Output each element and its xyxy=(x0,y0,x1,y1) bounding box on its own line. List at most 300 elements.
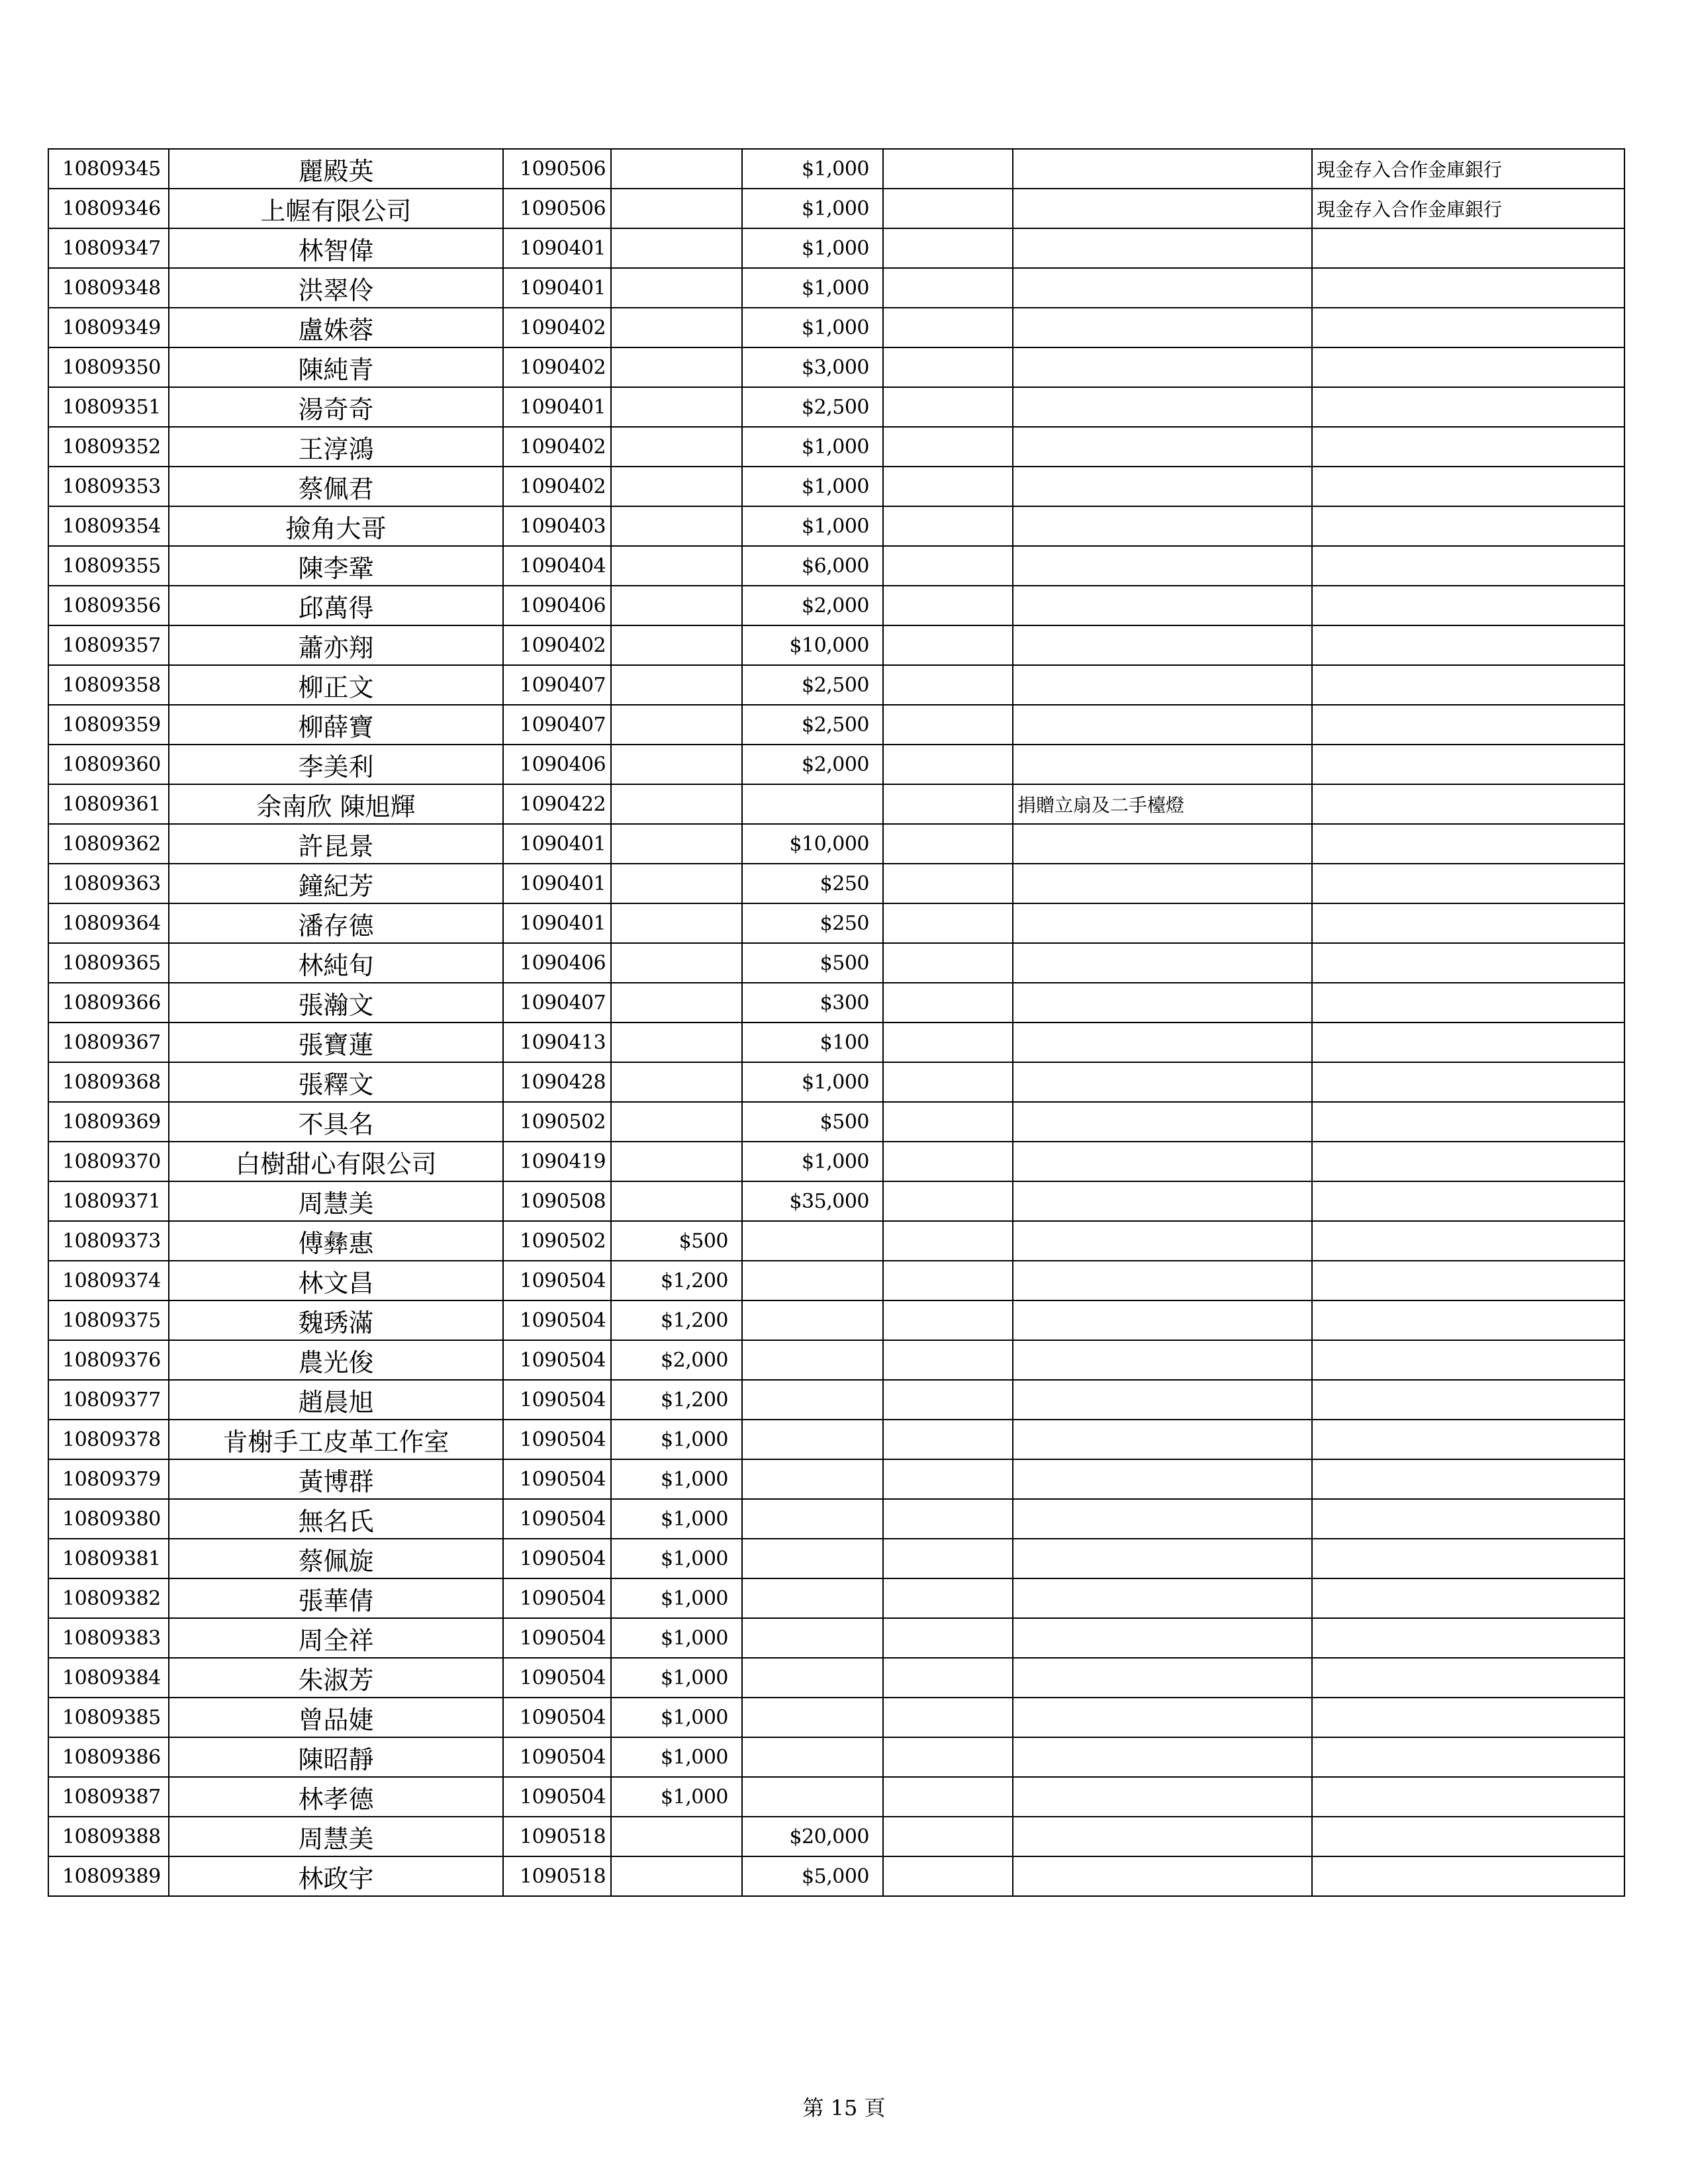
transfer-amount-cell: $3,000 xyxy=(742,347,883,387)
table-row xyxy=(48,1539,1624,1578)
table-row xyxy=(48,705,1624,745)
table-row xyxy=(48,625,1624,665)
in-kind-item-cell xyxy=(1013,347,1312,387)
receipt-number-cell: 10809386 xyxy=(48,1737,169,1777)
donor-name-cell: 無名氏 xyxy=(169,1499,503,1539)
transfer-amount-cell: $1,000 xyxy=(742,228,883,268)
table-row xyxy=(48,347,1624,387)
receipt-number-cell: 10809351 xyxy=(48,387,169,427)
donation-date-cell: 1090401 xyxy=(503,387,611,427)
in-kind-item-cell xyxy=(1013,1578,1312,1618)
donor-name-cell: 黃博群 xyxy=(169,1459,503,1499)
transfer-amount-cell: $300 xyxy=(742,983,883,1023)
table-row xyxy=(48,1181,1624,1221)
other-amount-cell xyxy=(883,506,1013,546)
in-kind-item-cell xyxy=(1013,1221,1312,1261)
remark-cell xyxy=(1312,1300,1624,1340)
cash-amount-cell xyxy=(611,1856,742,1896)
in-kind-item-cell xyxy=(1013,1698,1312,1737)
cash-amount-cell xyxy=(611,546,742,586)
cash-amount-cell: $1,000 xyxy=(611,1777,742,1817)
receipt-number-cell: 10809347 xyxy=(48,228,169,268)
other-amount-cell xyxy=(883,1578,1013,1618)
remark-cell xyxy=(1312,1856,1624,1896)
other-amount-cell xyxy=(883,546,1013,586)
receipt-number-cell: 10809379 xyxy=(48,1459,169,1499)
receipt-number-cell: 10809364 xyxy=(48,903,169,943)
cash-amount-cell xyxy=(611,1142,742,1181)
transfer-amount-cell xyxy=(742,1618,883,1658)
other-amount-cell xyxy=(883,189,1013,228)
cash-amount-cell xyxy=(611,268,742,308)
donation-date-cell: 1090504 xyxy=(503,1539,611,1578)
receipt-number-cell: 10809358 xyxy=(48,665,169,705)
donation-date-cell: 1090401 xyxy=(503,824,611,864)
other-amount-cell xyxy=(883,784,1013,824)
table-row xyxy=(48,1777,1624,1817)
remark-cell xyxy=(1312,1539,1624,1578)
other-amount-cell xyxy=(883,745,1013,784)
receipt-number-cell: 10809354 xyxy=(48,506,169,546)
in-kind-item-cell xyxy=(1013,1300,1312,1340)
remark-cell xyxy=(1312,1658,1624,1698)
other-amount-cell xyxy=(883,1539,1013,1578)
other-amount-cell xyxy=(883,308,1013,347)
donor-name-cell: 不具名 xyxy=(169,1102,503,1142)
donor-name-cell: 潘存德 xyxy=(169,903,503,943)
cash-amount-cell xyxy=(611,506,742,546)
donation-date-cell: 1090506 xyxy=(503,149,611,189)
donor-name-cell: 林政宇 xyxy=(169,1856,503,1896)
cash-amount-cell xyxy=(611,864,742,903)
other-amount-cell xyxy=(883,864,1013,903)
donation-date-cell: 1090504 xyxy=(503,1499,611,1539)
donor-name-cell: 白樹甜心有限公司 xyxy=(169,1142,503,1181)
in-kind-item-cell xyxy=(1013,228,1312,268)
cash-amount-cell: $1,200 xyxy=(611,1300,742,1340)
page-number: 第 15 頁 xyxy=(802,2095,886,2120)
donation-date-cell: 1090504 xyxy=(503,1261,611,1300)
cash-amount-cell xyxy=(611,1062,742,1102)
donation-date-cell: 1090406 xyxy=(503,586,611,625)
donation-date-cell: 1090401 xyxy=(503,864,611,903)
donation-date-cell: 1090428 xyxy=(503,1062,611,1102)
table-row xyxy=(48,1856,1624,1896)
in-kind-item-cell xyxy=(1013,586,1312,625)
other-amount-cell xyxy=(883,983,1013,1023)
remark-cell xyxy=(1312,347,1624,387)
table-row xyxy=(48,1261,1624,1300)
donor-name-cell: 邱萬得 xyxy=(169,586,503,625)
other-amount-cell xyxy=(883,1817,1013,1856)
in-kind-item-cell: 捐贈立扇及二手檯燈 xyxy=(1013,784,1312,824)
receipt-number-cell: 10809367 xyxy=(48,1023,169,1062)
donor-name-cell: 林智偉 xyxy=(169,228,503,268)
cash-amount-cell: $1,000 xyxy=(611,1420,742,1459)
donor-name-cell: 魏琇滿 xyxy=(169,1300,503,1340)
remark-cell xyxy=(1312,1698,1624,1737)
donor-name-cell: 朱淑芳 xyxy=(169,1658,503,1698)
cash-amount-cell xyxy=(611,1102,742,1142)
table-row xyxy=(48,864,1624,903)
remark-cell xyxy=(1312,546,1624,586)
in-kind-item-cell xyxy=(1013,1777,1312,1817)
other-amount-cell xyxy=(883,1737,1013,1777)
donation-date-cell: 1090402 xyxy=(503,308,611,347)
remark-cell xyxy=(1312,784,1624,824)
other-amount-cell xyxy=(883,1023,1013,1062)
other-amount-cell xyxy=(883,1181,1013,1221)
other-amount-cell xyxy=(883,625,1013,665)
in-kind-item-cell xyxy=(1013,1261,1312,1300)
other-amount-cell xyxy=(883,1777,1013,1817)
transfer-amount-cell xyxy=(742,1539,883,1578)
transfer-amount-cell: $2,000 xyxy=(742,586,883,625)
transfer-amount-cell xyxy=(742,1420,883,1459)
donor-name-cell: 余南欣 陳旭輝 xyxy=(169,784,503,824)
table-row xyxy=(48,983,1624,1023)
receipt-number-cell: 10809384 xyxy=(48,1658,169,1698)
other-amount-cell xyxy=(883,943,1013,983)
remark-cell xyxy=(1312,864,1624,903)
in-kind-item-cell xyxy=(1013,189,1312,228)
table-row xyxy=(48,586,1624,625)
table-row xyxy=(48,308,1624,347)
table-row xyxy=(48,467,1624,506)
transfer-amount-cell xyxy=(742,1459,883,1499)
receipt-number-cell: 10809366 xyxy=(48,983,169,1023)
remark-cell xyxy=(1312,268,1624,308)
donation-date-cell: 1090518 xyxy=(503,1856,611,1896)
donation-date-cell: 1090401 xyxy=(503,228,611,268)
donor-name-cell: 李美利 xyxy=(169,745,503,784)
table-row xyxy=(48,943,1624,983)
receipt-number-cell: 10809376 xyxy=(48,1340,169,1380)
table-row xyxy=(48,1340,1624,1380)
receipt-number-cell: 10809389 xyxy=(48,1856,169,1896)
transfer-amount-cell: $1,000 xyxy=(742,268,883,308)
receipt-number-cell: 10809377 xyxy=(48,1380,169,1420)
transfer-amount-cell: $500 xyxy=(742,1102,883,1142)
transfer-amount-cell: $5,000 xyxy=(742,1856,883,1896)
donation-table-body xyxy=(48,149,1624,1896)
donor-name-cell: 林純旬 xyxy=(169,943,503,983)
donation-date-cell: 1090504 xyxy=(503,1459,611,1499)
donor-name-cell: 洪翠伶 xyxy=(169,268,503,308)
donor-name-cell: 傅彝惠 xyxy=(169,1221,503,1261)
donation-date-cell: 1090401 xyxy=(503,903,611,943)
other-amount-cell xyxy=(883,268,1013,308)
receipt-number-cell: 10809378 xyxy=(48,1420,169,1459)
in-kind-item-cell xyxy=(1013,1817,1312,1856)
in-kind-item-cell xyxy=(1013,1856,1312,1896)
cash-amount-cell: $1,000 xyxy=(611,1658,742,1698)
donation-date-cell: 1090404 xyxy=(503,546,611,586)
cash-amount-cell: $1,000 xyxy=(611,1499,742,1539)
transfer-amount-cell: $1,000 xyxy=(742,189,883,228)
other-amount-cell xyxy=(883,1499,1013,1539)
donor-name-cell: 趙晨旭 xyxy=(169,1380,503,1420)
donor-name-cell: 林孝德 xyxy=(169,1777,503,1817)
donation-date-cell: 1090502 xyxy=(503,1221,611,1261)
donor-name-cell: 周慧美 xyxy=(169,1817,503,1856)
donor-name-cell: 盧姝蓉 xyxy=(169,308,503,347)
in-kind-item-cell xyxy=(1013,943,1312,983)
other-amount-cell xyxy=(883,467,1013,506)
table-row xyxy=(48,189,1624,228)
other-amount-cell xyxy=(883,824,1013,864)
transfer-amount-cell xyxy=(742,1658,883,1698)
donor-name-cell: 湯奇奇 xyxy=(169,387,503,427)
receipt-number-cell: 10809352 xyxy=(48,427,169,467)
table-row xyxy=(48,745,1624,784)
donation-date-cell: 1090508 xyxy=(503,1181,611,1221)
transfer-amount-cell xyxy=(742,1261,883,1300)
donation-date-cell: 1090504 xyxy=(503,1420,611,1459)
table-row xyxy=(48,506,1624,546)
cash-amount-cell xyxy=(611,625,742,665)
receipt-number-cell: 10809388 xyxy=(48,1817,169,1856)
cash-amount-cell: $1,000 xyxy=(611,1618,742,1658)
donation-table xyxy=(48,148,1625,1897)
table-row xyxy=(48,1142,1624,1181)
other-amount-cell xyxy=(883,387,1013,427)
receipt-number-cell: 10809385 xyxy=(48,1698,169,1737)
remark-cell xyxy=(1312,1221,1624,1261)
receipt-number-cell: 10809368 xyxy=(48,1062,169,1102)
receipt-number-cell: 10809348 xyxy=(48,268,169,308)
other-amount-cell xyxy=(883,1221,1013,1261)
donation-date-cell: 1090504 xyxy=(503,1698,611,1737)
in-kind-item-cell xyxy=(1013,1658,1312,1698)
cash-amount-cell xyxy=(611,427,742,467)
cash-amount-cell xyxy=(611,189,742,228)
table-row xyxy=(48,1698,1624,1737)
table-row xyxy=(48,427,1624,467)
cash-amount-cell xyxy=(611,705,742,745)
other-amount-cell xyxy=(883,1459,1013,1499)
receipt-number-cell: 10809381 xyxy=(48,1539,169,1578)
transfer-amount-cell: $250 xyxy=(742,864,883,903)
in-kind-item-cell xyxy=(1013,308,1312,347)
remark-cell xyxy=(1312,1578,1624,1618)
cash-amount-cell xyxy=(611,665,742,705)
in-kind-item-cell xyxy=(1013,1062,1312,1102)
transfer-amount-cell: $1,000 xyxy=(742,1142,883,1181)
remark-cell xyxy=(1312,625,1624,665)
cash-amount-cell xyxy=(611,1817,742,1856)
table-row xyxy=(48,268,1624,308)
donor-name-cell: 周慧美 xyxy=(169,1181,503,1221)
remark-cell xyxy=(1312,1777,1624,1817)
donation-date-cell: 1090406 xyxy=(503,943,611,983)
donor-name-cell: 張寶蓮 xyxy=(169,1023,503,1062)
receipt-number-cell: 10809361 xyxy=(48,784,169,824)
donor-name-cell: 張瀚文 xyxy=(169,983,503,1023)
receipt-number-cell: 10809350 xyxy=(48,347,169,387)
receipt-number-cell: 10809345 xyxy=(48,149,169,189)
cash-amount-cell xyxy=(611,1023,742,1062)
cash-amount-cell: $2,000 xyxy=(611,1340,742,1380)
remark-cell xyxy=(1312,1181,1624,1221)
table-row xyxy=(48,228,1624,268)
in-kind-item-cell xyxy=(1013,625,1312,665)
other-amount-cell xyxy=(883,1658,1013,1698)
transfer-amount-cell: $2,500 xyxy=(742,665,883,705)
cash-amount-cell xyxy=(611,784,742,824)
donor-name-cell: 農光俊 xyxy=(169,1340,503,1380)
receipt-number-cell: 10809349 xyxy=(48,308,169,347)
transfer-amount-cell xyxy=(742,1777,883,1817)
cash-amount-cell xyxy=(611,228,742,268)
receipt-number-cell: 10809360 xyxy=(48,745,169,784)
remark-cell xyxy=(1312,1102,1624,1142)
in-kind-item-cell xyxy=(1013,1737,1312,1777)
transfer-amount-cell xyxy=(742,1578,883,1618)
receipt-number-cell: 10809359 xyxy=(48,705,169,745)
other-amount-cell xyxy=(883,1618,1013,1658)
in-kind-item-cell xyxy=(1013,1499,1312,1539)
cash-amount-cell xyxy=(611,308,742,347)
cash-amount-cell: $1,000 xyxy=(611,1698,742,1737)
transfer-amount-cell: $1,000 xyxy=(742,506,883,546)
donor-name-cell: 陳純青 xyxy=(169,347,503,387)
remark-cell: 現金存入合作金庫銀行 xyxy=(1312,189,1624,228)
receipt-number-cell: 10809371 xyxy=(48,1181,169,1221)
other-amount-cell xyxy=(883,1142,1013,1181)
table-row xyxy=(48,1380,1624,1420)
receipt-number-cell: 10809373 xyxy=(48,1221,169,1261)
table-row xyxy=(48,546,1624,586)
other-amount-cell xyxy=(883,1300,1013,1340)
donor-name-cell: 蔡佩旋 xyxy=(169,1539,503,1578)
transfer-amount-cell: $100 xyxy=(742,1023,883,1062)
in-kind-item-cell xyxy=(1013,983,1312,1023)
remark-cell xyxy=(1312,824,1624,864)
transfer-amount-cell: $6,000 xyxy=(742,546,883,586)
donor-name-cell: 陳昭靜 xyxy=(169,1737,503,1777)
receipt-number-cell: 10809365 xyxy=(48,943,169,983)
in-kind-item-cell xyxy=(1013,864,1312,903)
donor-name-cell: 林文昌 xyxy=(169,1261,503,1300)
remark-cell xyxy=(1312,1062,1624,1102)
cash-amount-cell: $1,000 xyxy=(611,1539,742,1578)
remark-cell xyxy=(1312,387,1624,427)
donation-date-cell: 1090401 xyxy=(503,268,611,308)
in-kind-item-cell xyxy=(1013,1340,1312,1380)
donation-date-cell: 1090504 xyxy=(503,1300,611,1340)
in-kind-item-cell xyxy=(1013,546,1312,586)
transfer-amount-cell: $10,000 xyxy=(742,625,883,665)
remark-cell xyxy=(1312,1023,1624,1062)
donor-name-cell: 許昆景 xyxy=(169,824,503,864)
remark-cell xyxy=(1312,228,1624,268)
donor-name-cell: 撿角大哥 xyxy=(169,506,503,546)
remark-cell xyxy=(1312,1817,1624,1856)
other-amount-cell xyxy=(883,1102,1013,1142)
transfer-amount-cell: $1,000 xyxy=(742,427,883,467)
remark-cell xyxy=(1312,1380,1624,1420)
donor-name-cell: 鐘紀芳 xyxy=(169,864,503,903)
donation-date-cell: 1090504 xyxy=(503,1340,611,1380)
in-kind-item-cell xyxy=(1013,1380,1312,1420)
in-kind-item-cell xyxy=(1013,268,1312,308)
donation-date-cell: 1090406 xyxy=(503,745,611,784)
receipt-number-cell: 10809346 xyxy=(48,189,169,228)
receipt-number-cell: 10809370 xyxy=(48,1142,169,1181)
donation-date-cell: 1090504 xyxy=(503,1578,611,1618)
in-kind-item-cell xyxy=(1013,1420,1312,1459)
table-row xyxy=(48,1499,1624,1539)
other-amount-cell xyxy=(883,1420,1013,1459)
in-kind-item-cell xyxy=(1013,1023,1312,1062)
in-kind-item-cell xyxy=(1013,506,1312,546)
in-kind-item-cell xyxy=(1013,1102,1312,1142)
in-kind-item-cell xyxy=(1013,745,1312,784)
remark-cell xyxy=(1312,745,1624,784)
transfer-amount-cell: $2,500 xyxy=(742,705,883,745)
transfer-amount-cell xyxy=(742,1300,883,1340)
donation-date-cell: 1090502 xyxy=(503,1102,611,1142)
transfer-amount-cell xyxy=(742,1698,883,1737)
remark-cell: 現金存入合作金庫銀行 xyxy=(1312,149,1624,189)
other-amount-cell xyxy=(883,1698,1013,1737)
table-row xyxy=(48,1459,1624,1499)
other-amount-cell xyxy=(883,427,1013,467)
remark-cell xyxy=(1312,1459,1624,1499)
in-kind-item-cell xyxy=(1013,903,1312,943)
donor-name-cell: 周全祥 xyxy=(169,1618,503,1658)
donor-name-cell: 蔡佩君 xyxy=(169,467,503,506)
transfer-amount-cell xyxy=(742,1380,883,1420)
cash-amount-cell xyxy=(611,983,742,1023)
in-kind-item-cell xyxy=(1013,1539,1312,1578)
other-amount-cell xyxy=(883,586,1013,625)
table-row xyxy=(48,1023,1624,1062)
remark-cell xyxy=(1312,1340,1624,1380)
transfer-amount-cell: $20,000 xyxy=(742,1817,883,1856)
in-kind-item-cell xyxy=(1013,1181,1312,1221)
table-row xyxy=(48,665,1624,705)
cash-amount-cell xyxy=(611,943,742,983)
table-row xyxy=(48,1618,1624,1658)
in-kind-item-cell xyxy=(1013,427,1312,467)
transfer-amount-cell: $250 xyxy=(742,903,883,943)
table-row xyxy=(48,1102,1624,1142)
receipt-number-cell: 10809356 xyxy=(48,586,169,625)
cash-amount-cell: $1,200 xyxy=(611,1261,742,1300)
donation-date-cell: 1090504 xyxy=(503,1737,611,1777)
donation-date-cell: 1090419 xyxy=(503,1142,611,1181)
transfer-amount-cell xyxy=(742,1340,883,1380)
donor-name-cell: 張釋文 xyxy=(169,1062,503,1102)
remark-cell xyxy=(1312,903,1624,943)
transfer-amount-cell: $2,500 xyxy=(742,387,883,427)
transfer-amount-cell: $500 xyxy=(742,943,883,983)
remark-cell xyxy=(1312,1618,1624,1658)
transfer-amount-cell xyxy=(742,1737,883,1777)
receipt-number-cell: 10809363 xyxy=(48,864,169,903)
remark-cell xyxy=(1312,1142,1624,1181)
transfer-amount-cell xyxy=(742,784,883,824)
transfer-amount-cell xyxy=(742,1499,883,1539)
remark-cell xyxy=(1312,586,1624,625)
receipt-number-cell: 10809362 xyxy=(48,824,169,864)
donation-date-cell: 1090402 xyxy=(503,427,611,467)
cash-amount-cell xyxy=(611,347,742,387)
remark-cell xyxy=(1312,1737,1624,1777)
in-kind-item-cell xyxy=(1013,824,1312,864)
